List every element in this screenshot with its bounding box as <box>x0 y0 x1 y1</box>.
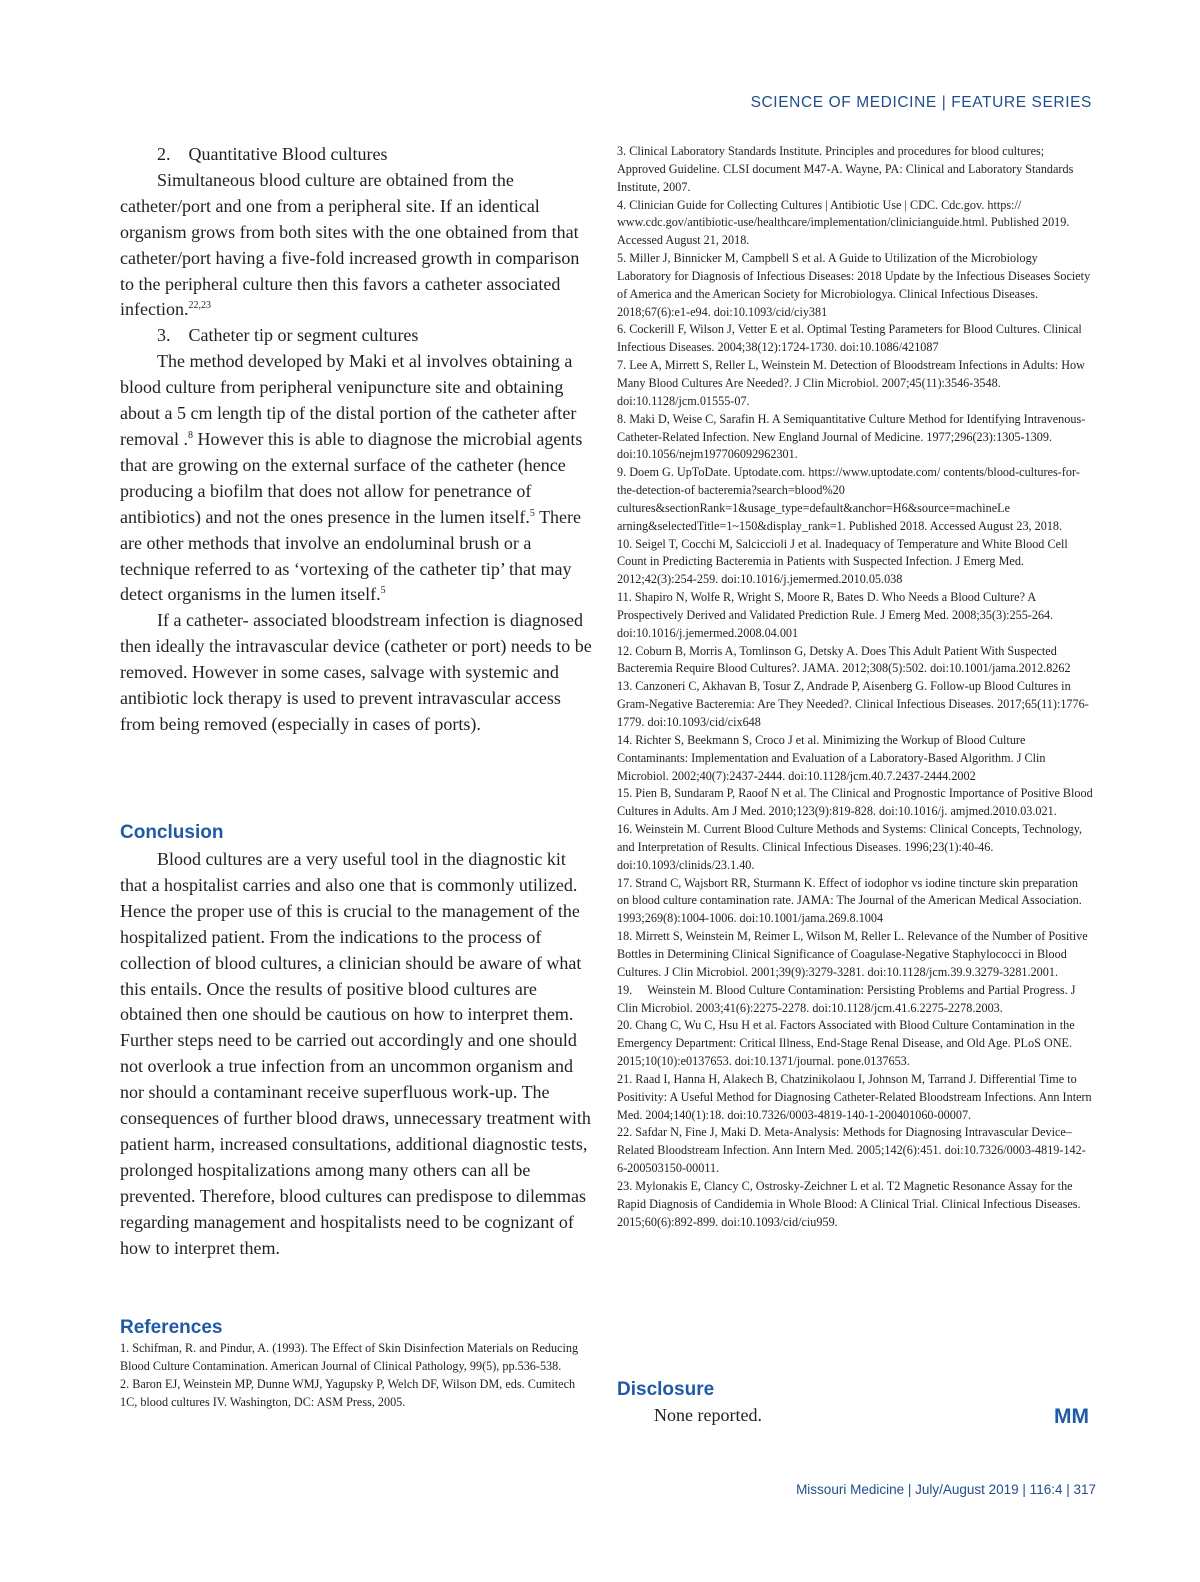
removal-paragraph: If a catheter- associated bloodstream infection is diagnosed then ideally the intravascular device (catheter or port) needs to be removed. However in some cases, salvage with systemic and antibiotic lock therapy is used to prevent intravascular access from being removed (especially in cases of ports). <box>120 610 592 734</box>
reference-item: 7. Lee A, Mirrett S, Reller L, Weinstein M. Detection of Bloodstream Infections in Adults: How Many Blood Cultures Are Needed?. J Clin Microbiol. 2007;45(11):3546-3548. doi:10.1128/jcm.01555-07. <box>617 358 1085 408</box>
reference-item: 6. Cockerill F, Wilson J, Vetter E et al. Optimal Testing Parameters for Blood Cultures. Clinical Infectious Diseases. 2004;38(12):1724-1730. doi:10.1086/421087 <box>617 322 1082 355</box>
reference-item: 8. Maki D, Weise C, Sarafin H. A Semiquantitative Culture Method for Identifying Intravenous-Catheter-Related Infection. New England Journal of Medicine. 1977;296(23):1305-1309. doi:10.1056/nejm197706092962301. <box>617 411 1086 462</box>
reference-item: 15. Pien B, Sundaram P, Raoof N et al. The Clinical and Prognostic Importance of Positive Blood Cultures in Adults. Am J Med. 2010;123(9):819-828. doi:10.1016/j. amjmed.2010.03.021. <box>617 786 1093 819</box>
reference-item: 18. Mirrett S, Weinstein M, Reimer L, Wilson M, Reller L. Relevance of the Number of Positive Bottles in Determining Clinical Significance of Coagulase-Negative Staphylococci in Blood Cultures. J Clin Microbiol. 2001;39(9):3279-3281. doi:10.1128/jcm.39.9.3279-3281.2001. <box>617 929 1088 979</box>
item3-text-b: However this is able to diagnose the microbial agents that are growing on the external surface of the catheter (hence producing a biofilm that does not allow for penetrance of antibiotics) and not the ones presence in the lumen itself. <box>120 428 583 527</box>
conclusion-section <box>120 847 592 1262</box>
reference-item: 10. Seigel T, Cocchi M, Salciccioli J et al. Inadequacy of Temperature and White Blood Cell Count in Predicting Bacteremia in Patients with Suspected Infection. J Emerg Med. 2012;42(3):254-259. doi:10.1016/j.jemermed.2010.05.038 <box>617 536 1068 587</box>
reference-item: 20. Chang C, Wu C, Hsu H et al. Factors Associated with Blood Culture Contamination in the Emergency Department: Critical Illness, End-Stage Renal Disease, and Old Age. PLoS ONE. 2015;10(10):e0137653. doi:10.1371/journal. pone.0137653. <box>617 1018 1075 1069</box>
page-footer: Missouri Medicine | July/August 2019 | 116:4 | 317 <box>796 1482 1096 1497</box>
reference-item: 13. Canzoneri C, Akhavan B, Tosur Z, Andrade P, Aisenberg G. Follow-up Blood Cultures in Gram-Negative Bacteremia: Are They Needed?. Clinical Infectious Diseases. 2017;65(11):1776-1779. doi:10.1093/cid/cix648 <box>617 679 1089 729</box>
citation: 5 <box>380 585 386 597</box>
item2-text: Simultaneous blood culture are obtained from the catheter/port and one from a peripheral site. If an identical organism grows from both sites with the one obtained from that catheter/port having a five-fold increased growth in comparison to the peripheral culture then this favors a catheter associated infection. <box>120 169 580 320</box>
reference-item: 19. Weinstein M. Blood Culture Contamination: Persisting Problems and Partial Progress. J Clin Microbiol. 2003;41(6):2275-2278. doi:10.1128/jcm.41.6.2275-2278.2003. <box>617 982 1076 1015</box>
reference-item: 3. Clinical Laboratory Standards Institute. Principles and procedures for blood cultures; Approved Guideline. CLSI document M47-A. Wayne, PA: Clinical and Laboratory Standards Institute, 2007. <box>617 144 1074 194</box>
reference-item: 11. Shapiro N, Wolfe R, Wright S, Moore R, Bates D. Who Needs a Blood Culture? A Prospectively Derived and Validated Prediction Rule. J Emerg Med. 2008;35(3):255-264. doi:10.1016/j.jemermed.2008.04.001 <box>617 590 1054 640</box>
disclosure-text: None reported. <box>654 1405 762 1425</box>
reference-item: 12. Coburn B, Morris A, Tomlinson G, Detsky A. Does This Adult Patient With Suspected Bacteremia Require Blood Cultures?. JAMA. 2012;308(5):502. doi:10.1001/jama.2012.8262 <box>617 643 1071 676</box>
reference-item: 16. Weinstein M. Current Blood Culture Methods and Systems: Clinical Concepts, Technology, and Interpretation of Results. Clinical Infectious Diseases. 1996;23(1):40-46. doi:10.1093/clinids/23.1.40. <box>617 822 1083 872</box>
item2-heading: 2. Quantitative Blood cultures <box>157 144 388 164</box>
reference-item: 22. Safdar N, Fine J, Maki D. Meta-Analysis: Methods for Diagnosing Intravascular Device–Related Bloodstream Infection. Ann Intern Med. 2005;142(6):451. doi:10.7326/0003-4819-142-6-200503150-00011. <box>617 1125 1086 1176</box>
reference-item: 21. Raad I, Hanna H, Alakech B, Chatzinikolaou I, Johnson M, Tarrand J. Differential Time to Positivity: A Useful Method for Diagnosing Catheter-Related Bloodstream Infections. Ann Intern Med. 2004;140(1):18. doi:10.7326/0003-4819-140-1-200401060-00007. <box>617 1071 1092 1122</box>
reference-item: 9. Doem G. UpToDate. Uptodate.com. https://www.uptodate.com/ contents/blood-cultures-for-the-detection-of bacteremia?search=blood%20 cultures&sectionRank=1&usage_type=default&anchor=H6&source=machineLe arning&selectedTitle=1~150&display_rank=1. Published 2018. Accessed August 23, 2018. <box>617 465 1080 533</box>
reference-item: 1. Schifman, R. and Pindur, A. (1993). The Effect of Skin Disinfection Materials on Reducing Blood Culture Contamination. American Journal of Clinical Pathology, 99(5), pp.536-538. <box>120 1341 579 1373</box>
reference-item: 2. Baron EJ, Weinstein MP, Dunne WMJ, Yagupsky P, Welch DF, Wilson DM, eds. Cumitech 1C, blood cultures IV. Washington, DC: ASM Press, 2005. <box>120 1376 576 1409</box>
running-head: SCIENCE OF MEDICINE | FEATURE SERIES <box>750 94 1092 111</box>
reference-item: 4. Clinician Guide for Collecting Cultures | Antibiotic Use | CDC. Cdc.gov. https:// www.cdc.gov/antibiotic-use/healthcare/implementation/clinicianguide.html. Published 2019. Accessed August 21, 2018. <box>617 197 1070 248</box>
item2-paragraph <box>120 168 592 323</box>
citation: 5 <box>529 507 535 519</box>
item3-paragraph <box>120 349 592 608</box>
conclusion-heading: Conclusion <box>120 822 224 843</box>
reference-item: 14. Richter S, Beekmann S, Croco J et al. Minimizing the Workup of Blood Culture Contaminants: Implementation and Evaluation of a Laboratory-Based Algorithm. J Clin Microbiol. 2002;40(7):2437-2444. doi:10.1128/jcm.40.7.2437-2444.2002 <box>617 732 1046 783</box>
left-column <box>120 142 592 738</box>
references-right-list <box>617 143 1093 1231</box>
citation: 22,23 <box>188 300 211 312</box>
conclusion-paragraph: Blood cultures are a very useful tool in the diagnostic kit that a hospitalist carries and also one that is commonly utilized. Hence the proper use of this is crucial to the management of the hospitalized patient. From the indications to the process of collection of blood cultures, a clinician should be aware of what this entails. Once the results of positive blood cultures are obtained then one should be cautious on how to interpret them. Further steps need to be carried out accordingly and one should not overlook a true infection from an uncommon organism and nor should a contaminant receive superfluous work-up. The consequences of further blood draws, unnecessary treatment with patient harm, increased consultations, additional diagnostic tests, prolonged hospitalizations among many others can all be prevented. Therefore, blood cultures can predispose to dilemmas regarding management and hospitalists need to be cognizant of how to interpret them. <box>120 849 591 1258</box>
reference-item: 5. Miller J, Binnicker M, Campbell S et al. A Guide to Utilization of the Microbiology Laboratory for Diagnosis of Infectious Diseases: 2018 Update by the Infectious Diseases Society of America and the American Society for Microbiologya. Clinical Infectious Diseases. 2018;67(6):e1-e94. doi:10.1093/cid/ciy381 <box>617 251 1091 319</box>
item3-text-a: The method developed by Maki et al involves obtaining a blood culture from peripheral venipuncture site and obtaining about a 5 cm length tip of the distal portion of the catheter after removal . <box>120 351 577 449</box>
disclosure-heading: Disclosure <box>617 1379 715 1400</box>
reference-item: 23. Mylonakis E, Clancy C, Ostrosky-Zeichner L et al. T2 Magnetic Resonance Assay for the Rapid Diagnosis of Candidemia in Whole Blood: A Clinical Trial. Clinical Infectious Diseases. 2015;60(6):892-899. doi:10.1093/cid/ciu959. <box>617 1178 1081 1229</box>
citation: 8 <box>187 429 193 441</box>
item3-heading: 3. Catheter tip or segment cultures <box>157 325 419 346</box>
item3-text-c: There are other methods that involve an endoluminal brush or a technique referred to as ‘vortexing of the catheter tip’ that may detect organisms in the lumen itself. <box>120 506 582 605</box>
journal-logo: MM <box>1054 1405 1089 1428</box>
references-left-list <box>120 1340 590 1411</box>
reference-item: 17. Strand C, Wajsbort RR, Sturmann K. Effect of iodophor vs iodine tincture skin preparation on blood culture contamination rate. JAMA: The Journal of the American Medical Association. 1993;269(8):1004-1006. doi:10.1001/jama.269.8.1004 <box>617 875 1082 926</box>
references-heading: References <box>120 1317 223 1338</box>
